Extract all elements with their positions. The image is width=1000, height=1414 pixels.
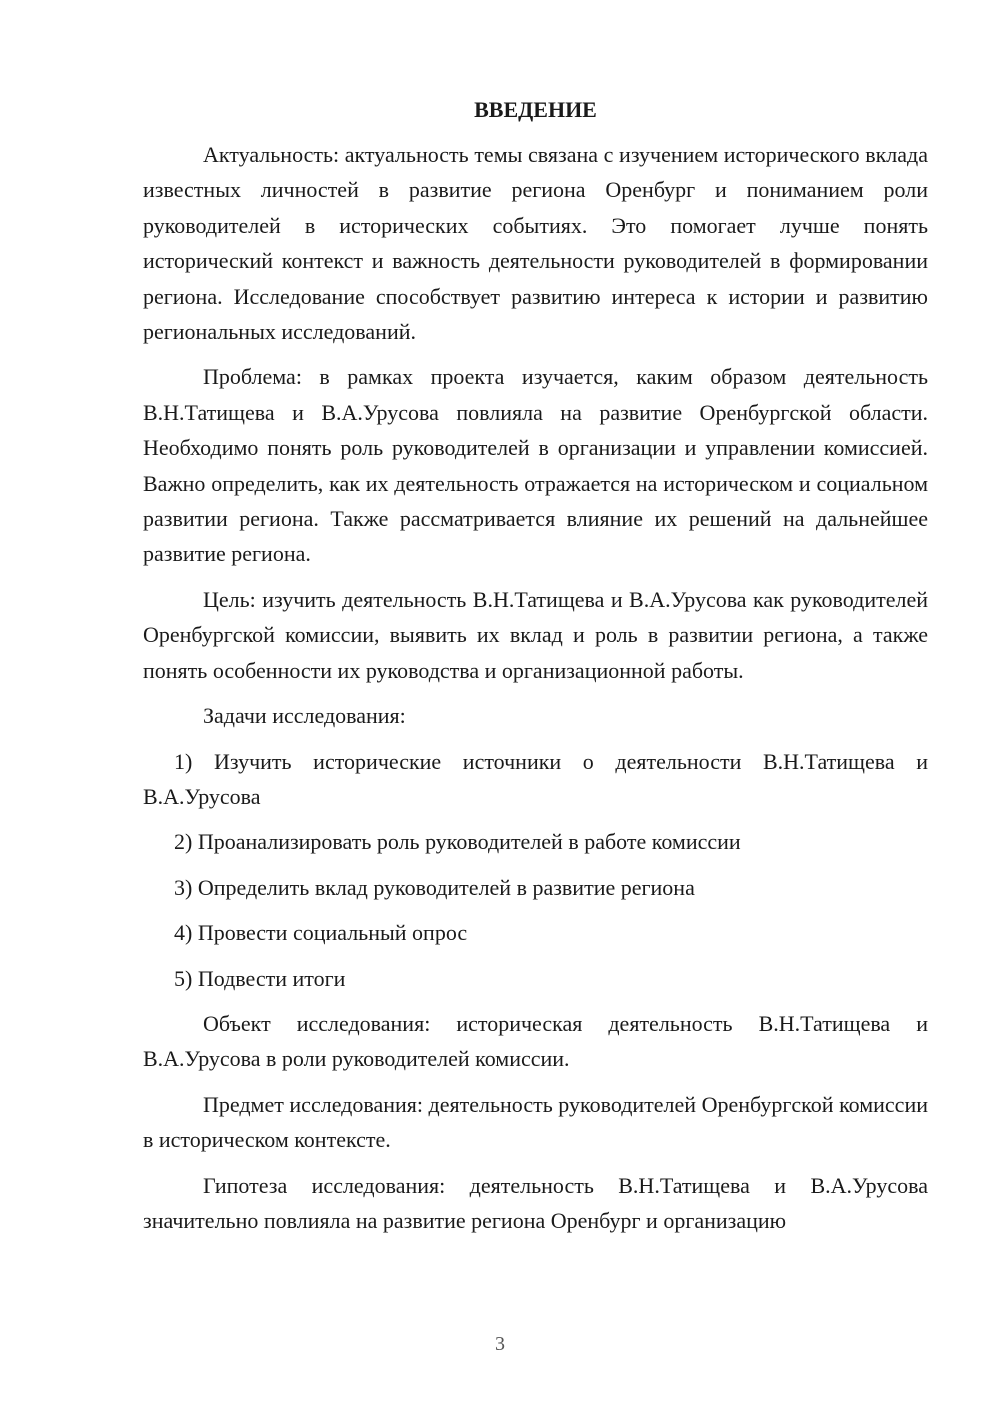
paragraph-goal: Цель: изучить деятельность В.Н.Татищева и В.А.Урусова как руководителей Оренбургской комиссии, выявить их вклад и роль в развитии региона, а также понять особенности их руководства и организационной работы. [143, 586, 928, 683]
paragraph-object: Объект исследования: историческая деятельность В.Н.Татищева и В.А.Урусова в роли руководителей комиссии. [143, 1010, 928, 1072]
task-list-item: 5) Подвести итоги [174, 965, 346, 991]
task-list-item: 2) Проанализировать роль руководителей в работе комиссии [174, 829, 741, 855]
page-number: 3 [495, 1333, 505, 1355]
paragraph-tasks-heading: Задачи исследования: [203, 703, 406, 729]
task-list-item: 3) Определить вклад руководителей в развитие региона [174, 874, 695, 900]
paragraph-problem: Проблема: в рамках проекта изучается, каким образом деятельность В.Н.Татищева и В.А.Урусова повлияла на развитие Оренбургской области. Необходимо понять роль руководителей в организации и управлении комиссией. Важно определить, как их деятельность отражается на историческом и социальном развитии региона. Также рассматривается влияние их решений на дальнейшее развитие региона. [143, 364, 928, 567]
paragraph-subject: Предмет исследования: деятельность руководителей Оренбургской комиссии в историческом контексте. [143, 1091, 928, 1153]
paragraph-hypothesis: Гипотеза исследования: деятельность В.Н.Татищева и В.А.Урусова значительно повлияла на развитие региона Оренбург и организацию [143, 1172, 928, 1233]
section-title: ВВЕДЕНИЕ [474, 97, 597, 122]
document-page [143, 92, 928, 1248]
task-list-item: 4) Провести социальный опрос [174, 920, 468, 946]
paragraph-relevance: Актуальность: актуальность темы связана с изучением исторического вклада известных личностей в развитие региона Оренбург и пониманием роли руководителей в исторических событиях. Это помогает лучше понять исторический контекст и важность деятельности руководителей в формировании региона. Исследование способствует развитию интереса к истории и развитию региональных исследований. [143, 142, 928, 345]
task-list-item: 1) Изучить исторические источники о деятельности В.Н.Татищева и В.А.Урусова [143, 748, 928, 809]
